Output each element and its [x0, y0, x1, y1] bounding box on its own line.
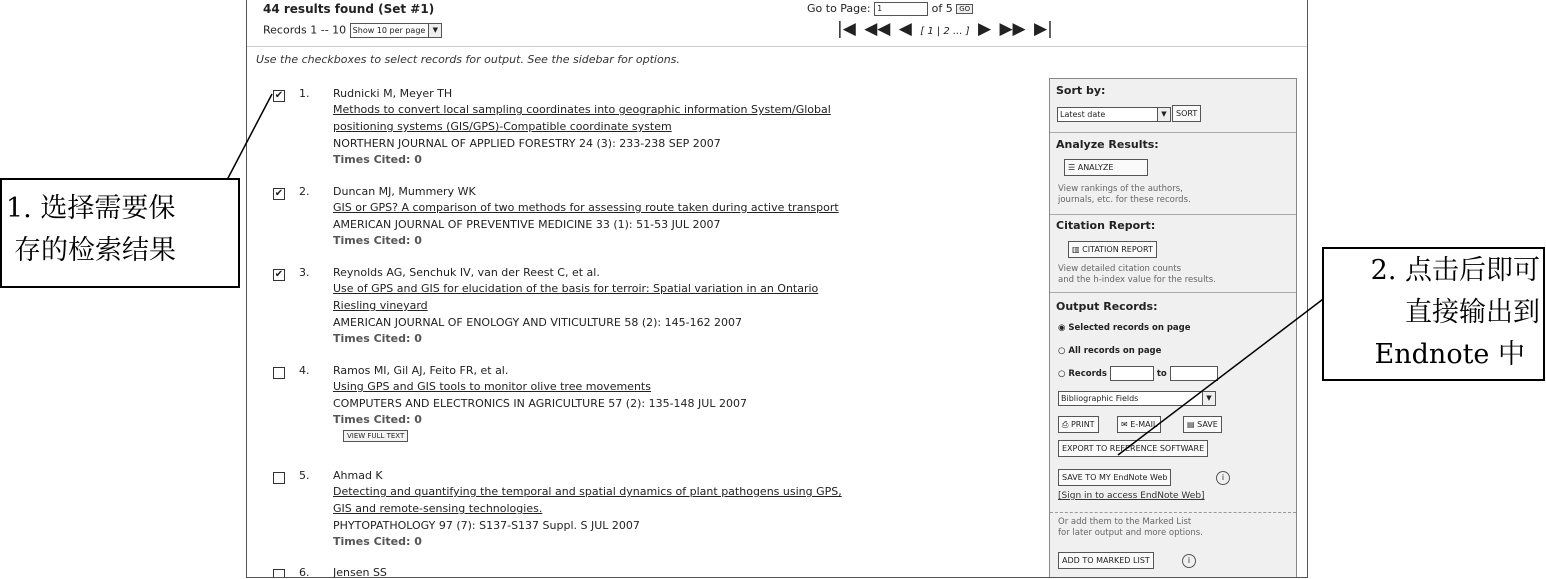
record-number: 6.: [299, 566, 310, 578]
bar-chart-icon: ▥: [1072, 245, 1083, 254]
fields-value: Bibliographic Fields: [1061, 394, 1139, 403]
times-cited: Times Cited: 0: [333, 535, 422, 548]
record-title-link[interactable]: Detecting and quantifying the temporal and spatial dynamics of plant pathogens using GPS,: [333, 485, 842, 498]
annotation-right-line: Endnote 中: [1374, 339, 1525, 370]
annotation-left: [0, 178, 240, 288]
view-full-text-button[interactable]: VIEW FULL TEXT: [343, 430, 408, 442]
radio-checked-icon: ◉: [1058, 323, 1069, 333]
record-title-link[interactable]: Methods to convert local sampling coordinates into geographic information System/Global: [333, 103, 831, 116]
record-title-link[interactable]: GIS and remote-sensing technologies.: [333, 502, 543, 515]
citation-heading: Citation Report:: [1056, 219, 1156, 232]
record-title-link[interactable]: positioning systems (GIS/GPS)-Compatible coordinate system: [333, 120, 672, 133]
disk-icon: ▤: [1187, 420, 1198, 429]
output-heading: Output Records:: [1056, 300, 1158, 313]
instruction-text: Use the checkboxes to select records for output. See the sidebar for options.: [256, 53, 680, 66]
go-button[interactable]: GO: [956, 4, 973, 14]
record-source: AMERICAN JOURNAL OF PREVENTIVE MEDICINE 33 (1): 51-53 JUL 2007: [333, 218, 721, 231]
sort-button[interactable]: SORT: [1172, 105, 1201, 122]
save-endnote-web-button[interactable]: SAVE TO MY EndNote Web: [1058, 469, 1171, 486]
citation-note: and the h-index value for the results.: [1058, 275, 1216, 285]
info-icon[interactable]: i: [1216, 471, 1230, 485]
marked-list-note: for later output and more options.: [1058, 528, 1203, 538]
export-reference-button[interactable]: EXPORT TO REFERENCE SOFTWARE: [1058, 440, 1208, 457]
record-source: COMPUTERS AND ELECTRONICS IN AGRICULTURE 57 (2): 135-148 JUL 2007: [333, 397, 747, 410]
marked-list-note: Or add them to the Marked List: [1058, 517, 1192, 527]
analyze-label: ANALYZE: [1077, 163, 1114, 172]
record-title-link[interactable]: GIS or GPS? A comparison of two methods for assessing route taken during active transport: [333, 201, 839, 214]
analyze-note: View rankings of the authors,: [1058, 184, 1183, 194]
record-number: 1.: [299, 87, 310, 100]
radio-unchecked-icon: ○: [1058, 346, 1069, 356]
annotation-left-line: 存的检索结果: [14, 235, 176, 266]
print-label: PRINT: [1070, 420, 1095, 429]
record-number: 4.: [299, 364, 310, 377]
record-authors: Ramos MI, Gil AJ, Feito FR, et al.: [333, 364, 509, 377]
total-pages: of 5: [931, 2, 953, 15]
record-checkbox[interactable]: ✔: [274, 90, 284, 101]
right-callout-line: [1118, 290, 1335, 455]
record-title-link[interactable]: Using GPS and GIS tools to monitor olive tree movements: [333, 380, 651, 393]
record-number: 5.: [299, 469, 310, 482]
goto-label: Go to Page:: [807, 2, 871, 15]
record-number: 2.: [299, 185, 310, 198]
info-icon[interactable]: i: [1182, 554, 1196, 568]
printer-icon: ⎙: [1062, 420, 1071, 429]
goto-page-input[interactable]: 1: [874, 2, 928, 16]
analyze-note: journals, etc. for these records.: [1058, 195, 1191, 205]
sort-heading: Sort by:: [1056, 84, 1106, 97]
record-title-link[interactable]: Riesling vineyard: [333, 299, 428, 312]
per-page-value: Show 10 per page: [352, 26, 426, 35]
annotation-right: [1322, 247, 1545, 381]
record-authors: Rudnicki M, Meyer TH: [333, 87, 453, 100]
first-page-icon[interactable]: |◀: [837, 19, 856, 39]
output-all-label: All records on page: [1068, 346, 1162, 356]
times-cited: Times Cited: 0: [333, 413, 422, 426]
times-cited: Times Cited: 0: [333, 332, 422, 345]
prev-page-icon[interactable]: ◀: [898, 19, 912, 39]
annotation-right-line: 2. 点击后即可: [1370, 255, 1540, 286]
email-label: E-MAIL: [1130, 420, 1158, 429]
record-source: AMERICAN JOURNAL OF ENOLOGY AND VITICULTURE 58 (2): 145-162 2007: [333, 316, 743, 329]
times-cited: Times Cited: 0: [333, 234, 422, 247]
annotation-right-line: 直接输出到: [1405, 297, 1540, 328]
output-selected-label: Selected records on page: [1068, 323, 1191, 333]
chevron-down-icon: ▼: [1202, 392, 1215, 405]
record-authors: Duncan MJ, Mummery WK: [333, 185, 476, 198]
chevron-down-icon: ▼: [428, 24, 441, 37]
record-source: NORTHERN JOURNAL OF APPLIED FORESTRY 24 (3): 233-238 SEP 2007: [333, 137, 721, 150]
radio-unchecked-icon: ○: [1058, 369, 1069, 379]
record-authors: Jensen SS: [333, 566, 387, 578]
citation-note: View detailed citation counts: [1058, 264, 1182, 274]
record-title-link[interactable]: Use of GPS and GIS for elucidation of the basis for terroir: Spatial variation in an Ontario: [333, 282, 819, 295]
left-callout-line: [227, 94, 272, 180]
record-authors: Ahmad K: [333, 469, 383, 482]
results-count: 44 results found (Set #1): [263, 2, 435, 16]
prev-ten-icon[interactable]: ◀◀: [864, 19, 891, 39]
next-page-icon[interactable]: ▶: [978, 19, 992, 39]
record-number: 3.: [299, 266, 310, 279]
record-checkbox[interactable]: ✔: [274, 188, 284, 199]
times-cited: Times Cited: 0: [333, 153, 422, 166]
next-ten-icon[interactable]: ▶▶: [999, 19, 1026, 39]
record-source: PHYTOPATHOLOGY 97 (7): S137-S137 Suppl. S JUL 2007: [333, 519, 640, 532]
record-checkbox[interactable]: ✔: [274, 269, 284, 280]
annotation-left-line: 1. 选择需要保: [6, 193, 176, 224]
chevron-down-icon: ▼: [1157, 108, 1170, 121]
sort-value: Latest date: [1060, 110, 1106, 119]
endnote-signin-link[interactable]: [Sign in to access EndNote Web]: [1058, 491, 1205, 501]
page-numbers[interactable]: [ 1 | 2 ... ]: [920, 26, 970, 37]
last-page-icon[interactable]: ▶|: [1034, 19, 1053, 39]
envelope-icon: ✉: [1121, 420, 1131, 429]
analyze-heading: Analyze Results:: [1056, 138, 1159, 151]
citation-report-label: CITATION REPORT: [1082, 245, 1153, 254]
records-label: Records 1 -- 10: [263, 23, 347, 37]
range-to-label: to: [1156, 369, 1167, 379]
save-label: SAVE: [1197, 420, 1218, 429]
list-icon: ☰: [1068, 163, 1078, 172]
record-authors: Reynolds AG, Senchuk IV, van der Reest C, et al.: [333, 266, 600, 279]
output-range-label: Records: [1068, 369, 1107, 379]
add-to-marked-list-button[interactable]: ADD TO MARKED LIST: [1058, 552, 1154, 569]
